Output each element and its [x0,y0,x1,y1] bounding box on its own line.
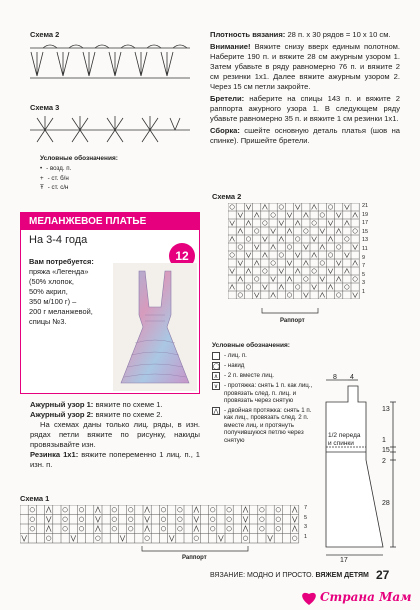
scheme1-label: Схема 1 [20,494,50,503]
dim-right-2: 1 [382,437,386,444]
k2tog-icon: ∧ [213,374,219,380]
row-number: 19 [362,211,369,218]
row-number: 7 [362,263,366,270]
scheme2-rapport-bracket [260,308,320,316]
knit-legend-title: Условные обозначения: [212,342,290,349]
project-title: МЕЛАНЖЕВОЕ ПЛАТЬЕ [21,213,199,230]
density-text: 28 п. х 30 рядов = 10 х 10 см. [287,30,391,39]
ssk-icon: ∨ [213,384,219,390]
double-decrease-icon: ⋀ [213,408,219,415]
pattern-label: 1/2 переда и спинки [328,432,361,447]
materials-title: Вам потребуется: [29,257,94,266]
materials-block [29,257,111,327]
crochet-scheme-2 [25,40,195,90]
knit-legend-item: - накид [224,362,245,369]
row-number: 11 [362,246,368,252]
garment-pattern [318,372,408,572]
dress-photo [113,263,197,391]
ajour1-text: вяжите по схеме 1. [95,400,163,409]
crochet-legend-item: - ст. с/н [47,184,69,191]
attention-label: Внимание! [210,42,251,51]
scheme2-row-numbers [362,203,376,299]
materials-line: пряжа «Легенда» [29,267,89,276]
rib-label: Резинка 1х1: [30,450,79,459]
knit-legend-item: - лиц. п. [224,352,247,359]
materials-line: 350 м/100 г) – [29,297,77,306]
scheme2-knit-chart [228,203,360,299]
project-age: На 3-4 года [29,234,88,246]
schemes-note: На схемах даны только лиц. ряды, в изн. рядах петли вяжите по рисунку, накиды провязывайте изн. [30,420,200,449]
scheme1-rapport-bracket [140,546,250,554]
materials-line: (50% хлопок, [29,277,74,286]
ajour2-label: Ажурный узор 2: [30,410,94,419]
materials-line: 50% акрил, [29,287,68,296]
straps-text: наберите на спицы 143 п. и вяжите 2 раппорта ажурного узора 1. В следующем ряду убавьте равномерно 35 п. и вяжите 1 см резинки 1х1. [210,94,400,123]
right-instructions [210,30,400,146]
row-number: 17 [362,220,369,227]
dim-bottom: 17 [340,557,348,564]
straps-label: Бретели: [210,94,245,103]
knit-legend-item: - протяжка: снять 1 п. как лиц., провязать след. п. лиц. и провязать через снятую [224,382,313,404]
footer-title-bold: ВЯЖЕМ ДЕТЯМ [315,572,369,579]
dim-right-3: 15 [382,447,390,454]
crochet-legend-item: - ст. б/н [47,174,69,182]
footer-title [210,572,369,579]
row-number: 15 [362,228,369,235]
materials-line: спицы №3. [29,317,67,326]
assembly-label: Сборка: [210,126,240,135]
assembly-text: сшейте основную деталь платья (шов на спинке). Пришейте бретели. [210,126,400,145]
double-crochet-icon: Ŧ [40,184,44,191]
row-number: 21 [362,203,369,209]
knit-legend-item: - двойная протяжка: снять 1 п. как лиц., провязать след. 2 п. вместе лиц. и протянуть получившуюся петлю через снятую [224,406,312,444]
chain-stitch-icon: • [40,165,43,172]
dim-top-1: 8 [333,374,337,381]
knit-legend [212,342,320,446]
heart-logo-icon [300,590,318,606]
project-number-badge: 12 [169,243,195,269]
scheme1-row-numbers [304,505,316,545]
scheme2-rapport-label: Раппорт [280,318,305,324]
scheme1-rapport-label: Раппорт [182,555,207,561]
row-number: 5 [304,514,308,521]
materials-line: 200 г меланжевой, [29,307,93,316]
page-number: 27 [376,568,390,582]
single-crochet-icon: + [40,174,44,182]
crochet-legend-item: - возд. п. [46,165,72,172]
knit-legend-item: - 2 п. вместе лиц. [224,372,274,379]
row-number: 13 [362,237,369,244]
attention-text: Вяжите снизу вверх единым полотном. Наберите 190 п. и вяжите 28 см ажурным узором 1. Затем убавьте в ряду равномерно 76 п. и вяжите 2 см резинки 1х1. Далее вяжите ажурным узором 2. Через 15 см петли закройте. [210,42,400,91]
row-number: 9 [362,254,366,261]
row-number: 3 [362,280,366,287]
ajour2-text: вяжите по схеме 2. [95,410,163,419]
dim-top-2: 4 [350,374,354,381]
scheme1-knit-chart [20,505,302,545]
rib-text: вяжите попеременно 1 лиц. п., 1 изн. п. [30,450,200,469]
scheme2-crochet-label: Схема 2 [30,30,60,39]
footer-title-light: ВЯЗАНИЕ: МОДНО И ПРОСТО. [210,572,314,579]
crochet-legend [40,155,190,194]
knit-stitch-icon [212,352,220,360]
scheme2-knit-label: Схема 2 [212,192,242,201]
crochet-scheme-3 [25,112,195,148]
left-instructions [30,400,200,470]
row-number: 1 [362,289,366,295]
row-number: 5 [362,271,366,278]
project-card [20,212,200,394]
yarn-over-icon: ◯ [213,364,220,370]
scheme3-crochet-label: Схема 3 [30,103,60,112]
dim-right-4: 2 [382,458,386,465]
dim-right-1: 13 [382,406,390,413]
watermark [320,590,412,604]
watermark-text: Страна Мам [320,590,412,604]
row-number: 7 [304,505,308,511]
density-label: Плотность вязания: [210,30,286,39]
row-number: 3 [304,524,308,530]
dim-right-5: 28 [382,500,390,507]
row-number: 1 [304,533,308,540]
crochet-legend-title: Условные обозначения: [40,155,118,162]
ajour1-label: Ажурный узор 1: [30,400,94,409]
